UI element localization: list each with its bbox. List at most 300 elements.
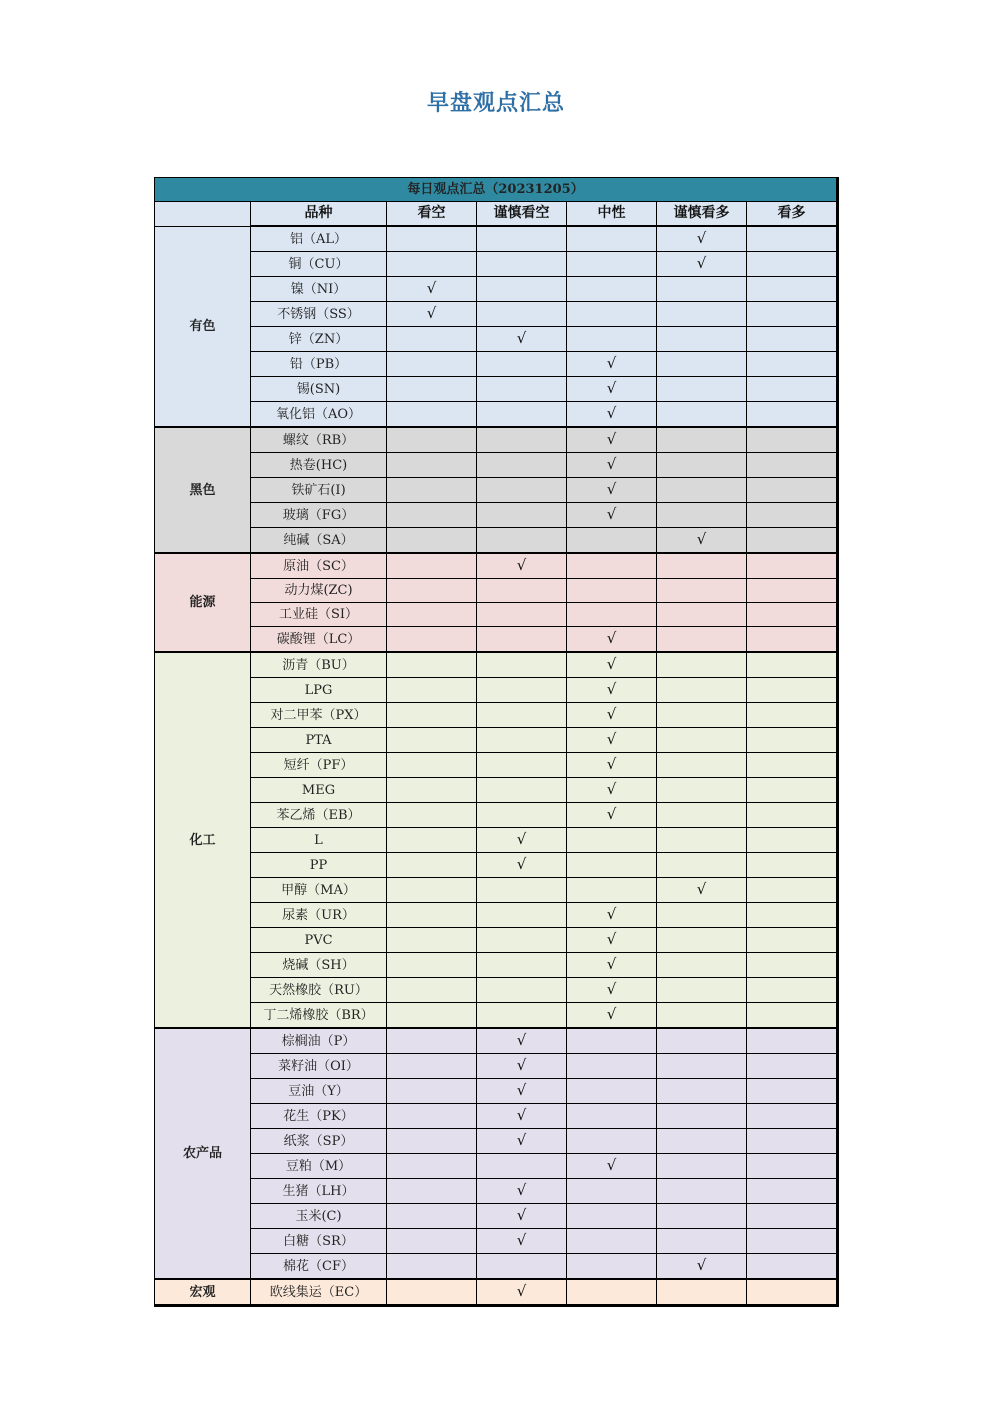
- view-cell: [387, 1154, 477, 1179]
- view-cell: [747, 953, 838, 978]
- view-cell: [477, 903, 567, 928]
- table-row: [155, 753, 838, 778]
- view-cell: [387, 1129, 477, 1154]
- variety-cell: PP: [251, 853, 387, 878]
- variety-cell: 纸浆（SP）: [251, 1129, 387, 1154]
- view-cell: [657, 252, 747, 277]
- check-mark-icon: √: [606, 505, 617, 523]
- view-cell: [747, 1104, 838, 1129]
- view-cell: [387, 1104, 477, 1129]
- view-cell: [657, 226, 747, 252]
- view-cell: [387, 978, 477, 1003]
- view-cell: [657, 1054, 747, 1079]
- view-cell: [567, 728, 657, 753]
- view-cell: [477, 327, 567, 352]
- view-cell: [657, 453, 747, 478]
- table-row: [155, 903, 838, 928]
- view-cell: [657, 503, 747, 528]
- view-cell: [567, 703, 657, 728]
- view-cell: [567, 828, 657, 853]
- table-row: [155, 528, 838, 554]
- view-cell: [387, 1079, 477, 1104]
- view-cell: [657, 778, 747, 803]
- view-cell: [477, 1254, 567, 1280]
- view-cell: [477, 603, 567, 627]
- view-cell: [477, 402, 567, 428]
- view-cell: [657, 1079, 747, 1104]
- view-cell: [387, 352, 477, 377]
- view-cell: [387, 1054, 477, 1079]
- view-cell: [657, 652, 747, 678]
- table-row: [155, 1028, 838, 1054]
- view-cell: [567, 1254, 657, 1280]
- view-cell: [657, 1229, 747, 1254]
- view-cell: [477, 427, 567, 453]
- check-mark-icon: √: [516, 1081, 527, 1099]
- variety-cell: 锌（ZN）: [251, 327, 387, 352]
- table-row: [155, 928, 838, 953]
- view-cell: [657, 728, 747, 753]
- table-row: [155, 252, 838, 277]
- view-cell: [477, 302, 567, 327]
- view-cell: [657, 1179, 747, 1204]
- view-cell: [567, 226, 657, 252]
- view-cell: [747, 753, 838, 778]
- check-mark-icon: √: [606, 805, 617, 823]
- check-mark-icon: √: [606, 955, 617, 973]
- check-mark-icon: √: [516, 1131, 527, 1149]
- view-cell: [657, 402, 747, 428]
- view-cell: [567, 453, 657, 478]
- header-cautious-bullish: 谨慎看多: [657, 202, 747, 227]
- view-cell: [477, 978, 567, 1003]
- view-cell: [387, 878, 477, 903]
- variety-cell: 天然橡胶（RU）: [251, 978, 387, 1003]
- view-cell: [477, 803, 567, 828]
- variety-cell: 花生（PK）: [251, 1104, 387, 1129]
- table-row: [155, 1054, 838, 1079]
- view-cell: [657, 1028, 747, 1054]
- view-cell: [477, 953, 567, 978]
- check-mark-icon: √: [606, 1156, 617, 1174]
- variety-cell: 甲醇（MA）: [251, 878, 387, 903]
- view-cell: [387, 1254, 477, 1280]
- view-cell: [747, 226, 838, 252]
- view-cell: [657, 579, 747, 603]
- variety-cell: 生猪（LH）: [251, 1179, 387, 1204]
- variety-cell: 尿素（UR）: [251, 903, 387, 928]
- variety-cell: PVC: [251, 928, 387, 953]
- view-cell: [747, 803, 838, 828]
- view-cell: [657, 427, 747, 453]
- view-cell: [477, 1204, 567, 1229]
- view-cell: [387, 579, 477, 603]
- header-variety: 品种: [251, 202, 387, 227]
- view-cell: [477, 553, 567, 579]
- view-cell: [387, 603, 477, 627]
- view-cell: [387, 1279, 477, 1306]
- view-cell: [387, 327, 477, 352]
- check-mark-icon: √: [606, 780, 617, 798]
- variety-cell: 铅（PB）: [251, 352, 387, 377]
- view-cell: [477, 828, 567, 853]
- view-cell: [387, 478, 477, 503]
- view-cell: [747, 853, 838, 878]
- table-row: [155, 352, 838, 377]
- view-cell: [567, 1104, 657, 1129]
- view-cell: [567, 1154, 657, 1179]
- check-mark-icon: √: [606, 730, 617, 748]
- view-cell: [567, 528, 657, 554]
- view-cell: [567, 1079, 657, 1104]
- view-cell: [477, 1003, 567, 1029]
- view-cell: [747, 377, 838, 402]
- table-row: [155, 377, 838, 402]
- view-cell: [567, 803, 657, 828]
- view-cell: [567, 427, 657, 453]
- variety-cell: 螺纹（RB）: [251, 427, 387, 453]
- view-cell: [387, 728, 477, 753]
- category-cell: 宏观: [155, 1279, 251, 1306]
- view-cell: [477, 778, 567, 803]
- variety-cell: 铜（CU）: [251, 252, 387, 277]
- view-cell: [477, 1179, 567, 1204]
- view-cell: [747, 778, 838, 803]
- view-cell: [747, 327, 838, 352]
- check-mark-icon: √: [516, 855, 527, 873]
- view-cell: [657, 603, 747, 627]
- view-cell: [387, 828, 477, 853]
- variety-cell: 铝（AL）: [251, 226, 387, 252]
- view-cell: [747, 728, 838, 753]
- view-cell: [567, 1054, 657, 1079]
- view-cell: [387, 503, 477, 528]
- view-cell: [387, 803, 477, 828]
- view-cell: [747, 1179, 838, 1204]
- view-cell: [747, 678, 838, 703]
- view-cell: [567, 678, 657, 703]
- view-cell: [567, 853, 657, 878]
- variety-cell: 短纤（PF）: [251, 753, 387, 778]
- check-mark-icon: √: [606, 379, 617, 397]
- view-cell: [747, 579, 838, 603]
- view-cell: [657, 1129, 747, 1154]
- table-row: [155, 728, 838, 753]
- view-cell: [747, 453, 838, 478]
- category-cell: 黑色: [155, 427, 251, 553]
- variety-cell: 棕榈油（P）: [251, 1028, 387, 1054]
- view-cell: [747, 402, 838, 428]
- view-cell: [657, 878, 747, 903]
- view-cell: [567, 778, 657, 803]
- view-cell: [477, 277, 567, 302]
- view-cell: [387, 528, 477, 554]
- table-row: [155, 478, 838, 503]
- check-mark-icon: √: [606, 480, 617, 498]
- variety-cell: 碳酸锂（LC）: [251, 627, 387, 653]
- view-cell: [477, 678, 567, 703]
- view-cell: [387, 928, 477, 953]
- view-cell: [567, 1229, 657, 1254]
- view-cell: [657, 953, 747, 978]
- table-row: [155, 678, 838, 703]
- variety-cell: 动力煤(ZC): [251, 579, 387, 603]
- table-row: [155, 652, 838, 678]
- variety-cell: 镍（NI）: [251, 277, 387, 302]
- view-cell: [387, 1003, 477, 1029]
- view-cell: [477, 1054, 567, 1079]
- header-neutral: 中性: [567, 202, 657, 227]
- table-row: [155, 1104, 838, 1129]
- view-cell: [477, 579, 567, 603]
- table-row: [155, 803, 838, 828]
- table-row: [155, 1079, 838, 1104]
- header-bullish: 看多: [747, 202, 838, 227]
- table-row: [155, 1204, 838, 1229]
- view-cell: [387, 953, 477, 978]
- variety-cell: 对二甲苯（PX）: [251, 703, 387, 728]
- view-cell: [747, 1129, 838, 1154]
- check-mark-icon: √: [606, 980, 617, 998]
- variety-cell: 欧线集运（EC）: [251, 1279, 387, 1306]
- table-row: [155, 627, 838, 653]
- check-mark-icon: √: [606, 404, 617, 422]
- variety-cell: 热卷(HC): [251, 453, 387, 478]
- check-mark-icon: √: [426, 304, 437, 322]
- view-cell: [477, 652, 567, 678]
- view-cell: [747, 828, 838, 853]
- view-cell: [387, 402, 477, 428]
- view-cell: [387, 553, 477, 579]
- table-row: [155, 226, 838, 252]
- table-row: [155, 1129, 838, 1154]
- view-cell: [477, 1154, 567, 1179]
- view-cell: [657, 928, 747, 953]
- view-cell: [567, 277, 657, 302]
- table-row: [155, 603, 838, 627]
- check-mark-icon: √: [606, 430, 617, 448]
- view-cell: [387, 277, 477, 302]
- view-cell: [747, 1229, 838, 1254]
- view-cell: [477, 352, 567, 377]
- view-cell: [657, 1003, 747, 1029]
- view-cell: [387, 853, 477, 878]
- view-cell: [747, 277, 838, 302]
- view-cell: [747, 603, 838, 627]
- view-cell: [387, 427, 477, 453]
- view-cell: [477, 1129, 567, 1154]
- table-row: [155, 978, 838, 1003]
- view-cell: [657, 553, 747, 579]
- view-cell: [747, 1254, 838, 1280]
- view-cell: [657, 803, 747, 828]
- view-cell: [567, 377, 657, 402]
- view-cell: [477, 1104, 567, 1129]
- table-row: [155, 853, 838, 878]
- category-cell: 化工: [155, 652, 251, 1028]
- view-cell: [477, 528, 567, 554]
- view-cell: [747, 1204, 838, 1229]
- table-row: [155, 553, 838, 579]
- view-cell: [747, 1154, 838, 1179]
- view-cell: [567, 878, 657, 903]
- table-row: [155, 878, 838, 903]
- view-cell: [657, 302, 747, 327]
- view-cell: [747, 652, 838, 678]
- variety-cell: 豆油（Y）: [251, 1079, 387, 1104]
- view-cell: [387, 1179, 477, 1204]
- view-cell: [747, 528, 838, 554]
- view-cell: [657, 1104, 747, 1129]
- table-row: [155, 1254, 838, 1280]
- check-mark-icon: √: [606, 1005, 617, 1023]
- view-cell: [387, 453, 477, 478]
- check-mark-icon: √: [516, 1106, 527, 1124]
- view-cell: [747, 302, 838, 327]
- check-mark-icon: √: [606, 905, 617, 923]
- variety-cell: 锡(SN): [251, 377, 387, 402]
- view-cell: [387, 302, 477, 327]
- variety-cell: 工业硅（SI）: [251, 603, 387, 627]
- check-mark-icon: √: [516, 556, 527, 574]
- variety-cell: 不锈钢（SS）: [251, 302, 387, 327]
- view-cell: [657, 478, 747, 503]
- view-cell: [657, 1279, 747, 1306]
- table-row: [155, 277, 838, 302]
- view-cell: [747, 427, 838, 453]
- view-cell: [567, 1129, 657, 1154]
- view-cell: [477, 878, 567, 903]
- view-cell: [657, 377, 747, 402]
- check-mark-icon: √: [606, 629, 617, 647]
- view-cell: [387, 226, 477, 252]
- check-mark-icon: √: [516, 1056, 527, 1074]
- view-cell: [567, 1028, 657, 1054]
- check-mark-icon: √: [606, 680, 617, 698]
- view-cell: [747, 1079, 838, 1104]
- variety-cell: 纯碱（SA）: [251, 528, 387, 554]
- view-cell: [657, 327, 747, 352]
- view-cell: [477, 226, 567, 252]
- header-category-cell: [155, 202, 251, 227]
- check-mark-icon: √: [606, 755, 617, 773]
- check-mark-icon: √: [426, 279, 437, 297]
- check-mark-icon: √: [606, 354, 617, 372]
- view-cell: [387, 252, 477, 277]
- view-cell: [387, 652, 477, 678]
- check-mark-icon: √: [516, 1181, 527, 1199]
- table-row: [155, 1279, 838, 1306]
- variety-cell: 棉花（CF）: [251, 1254, 387, 1280]
- view-cell: [747, 978, 838, 1003]
- view-cell: [477, 1028, 567, 1054]
- view-cell: [387, 703, 477, 728]
- view-cell: [567, 1179, 657, 1204]
- variety-cell: L: [251, 828, 387, 853]
- view-cell: [657, 978, 747, 1003]
- view-cell: [477, 928, 567, 953]
- table-banner: 每日观点汇总（20231205）: [155, 178, 838, 202]
- table-row: [155, 327, 838, 352]
- view-cell: [657, 627, 747, 653]
- table-row: [155, 503, 838, 528]
- check-mark-icon: √: [516, 830, 527, 848]
- view-cell: [747, 703, 838, 728]
- check-mark-icon: √: [606, 930, 617, 948]
- table-row: [155, 1179, 838, 1204]
- view-cell: [747, 1054, 838, 1079]
- table-row: [155, 427, 838, 453]
- variety-cell: 氧化铝（AO）: [251, 402, 387, 428]
- check-mark-icon: √: [516, 1206, 527, 1224]
- variety-cell: PTA: [251, 728, 387, 753]
- variety-cell: MEG: [251, 778, 387, 803]
- view-cell: [477, 728, 567, 753]
- check-mark-icon: √: [606, 705, 617, 723]
- variety-cell: 烧碱（SH）: [251, 953, 387, 978]
- view-cell: [657, 528, 747, 554]
- view-cell: [747, 478, 838, 503]
- variety-cell: 铁矿石(I): [251, 478, 387, 503]
- view-cell: [747, 352, 838, 377]
- variety-cell: 苯乙烯（EB）: [251, 803, 387, 828]
- view-cell: [387, 1229, 477, 1254]
- variety-cell: LPG: [251, 678, 387, 703]
- view-cell: [657, 1254, 747, 1280]
- view-cell: [747, 928, 838, 953]
- view-cell: [567, 1279, 657, 1306]
- view-cell: [567, 953, 657, 978]
- view-cell: [387, 903, 477, 928]
- view-cell: [477, 853, 567, 878]
- check-mark-icon: √: [696, 1256, 707, 1274]
- view-cell: [477, 1079, 567, 1104]
- table-row: [155, 453, 838, 478]
- table-row: [155, 1154, 838, 1179]
- view-cell: [567, 652, 657, 678]
- view-cell: [387, 627, 477, 653]
- view-cell: [567, 903, 657, 928]
- view-cell: [747, 252, 838, 277]
- view-cell: [387, 778, 477, 803]
- variety-cell: 玻璃（FG）: [251, 503, 387, 528]
- variety-cell: 豆粕（M）: [251, 1154, 387, 1179]
- view-cell: [747, 627, 838, 653]
- view-cell: [567, 928, 657, 953]
- category-cell: 有色: [155, 226, 251, 427]
- views-table: [154, 177, 839, 1307]
- view-cell: [477, 1229, 567, 1254]
- category-cell: 能源: [155, 553, 251, 652]
- view-cell: [567, 302, 657, 327]
- view-cell: [477, 252, 567, 277]
- table-row: [155, 302, 838, 327]
- check-mark-icon: √: [516, 1231, 527, 1249]
- view-cell: [567, 478, 657, 503]
- variety-cell: 丁二烯橡胶（BR）: [251, 1003, 387, 1029]
- check-mark-icon: √: [516, 329, 527, 347]
- variety-cell: 菜籽油（OI）: [251, 1054, 387, 1079]
- view-cell: [657, 1154, 747, 1179]
- table-row: [155, 579, 838, 603]
- view-cell: [657, 703, 747, 728]
- table-row: [155, 703, 838, 728]
- variety-cell: 玉米(C): [251, 1204, 387, 1229]
- table-row: [155, 1003, 838, 1029]
- view-cell: [747, 553, 838, 579]
- view-cell: [387, 678, 477, 703]
- view-cell: [567, 1003, 657, 1029]
